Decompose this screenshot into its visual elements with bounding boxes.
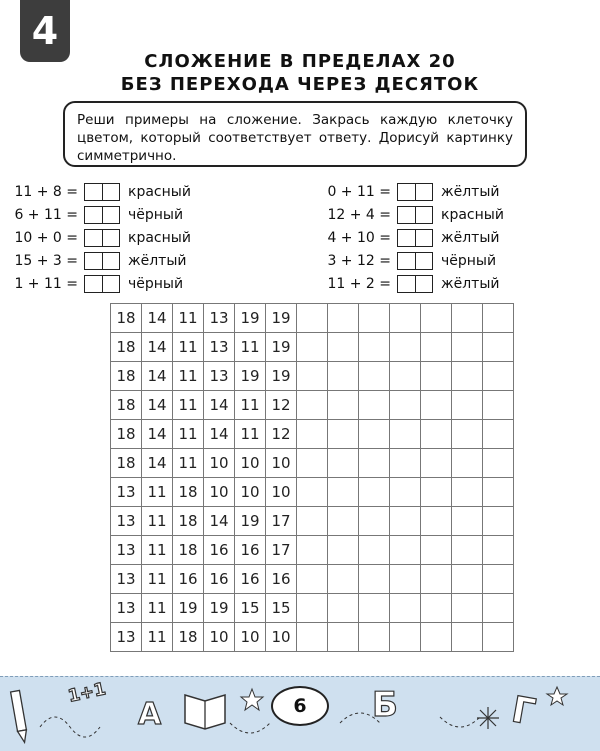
grid-cell[interactable]: 12 bbox=[266, 391, 297, 420]
grid-cell[interactable] bbox=[359, 304, 390, 333]
grid-cell[interactable]: 11 bbox=[173, 333, 204, 362]
grid-cell[interactable]: 14 bbox=[142, 333, 173, 362]
title-line-2: БЕЗ ПЕРЕХОДА ЧЕРЕЗ ДЕСЯТОК bbox=[120, 74, 480, 95]
color-label: жёлтый bbox=[441, 183, 500, 200]
grid-cell[interactable]: 16 bbox=[266, 565, 297, 594]
grid-cell[interactable] bbox=[452, 565, 483, 594]
grid-cell[interactable] bbox=[359, 507, 390, 536]
grid-cell[interactable]: 18 bbox=[173, 478, 204, 507]
example-row bbox=[0, 180, 191, 203]
grid-cell[interactable]: 14 bbox=[142, 391, 173, 420]
grid-cell[interactable] bbox=[483, 420, 514, 449]
grid-row bbox=[111, 565, 514, 594]
grid-cell[interactable] bbox=[359, 478, 390, 507]
answer-box[interactable] bbox=[397, 183, 433, 201]
answer-box[interactable] bbox=[397, 229, 433, 247]
grid-cell[interactable]: 13 bbox=[111, 594, 142, 623]
grid-cell[interactable] bbox=[390, 391, 421, 420]
grid-cell[interactable] bbox=[483, 333, 514, 362]
grid-cell[interactable] bbox=[328, 420, 359, 449]
grid-cell[interactable]: 19 bbox=[266, 304, 297, 333]
grid-cell[interactable]: 11 bbox=[142, 507, 173, 536]
grid-cell[interactable]: 11 bbox=[173, 304, 204, 333]
grid-cell[interactable] bbox=[328, 478, 359, 507]
grid-cell[interactable]: 15 bbox=[235, 594, 266, 623]
grid-row bbox=[111, 449, 514, 478]
grid-cell[interactable] bbox=[390, 623, 421, 652]
example-row bbox=[0, 272, 191, 295]
examples-right-column bbox=[313, 180, 504, 295]
snowflake-icon bbox=[477, 707, 499, 729]
grid-cell[interactable] bbox=[297, 362, 328, 391]
grid-cell[interactable] bbox=[452, 623, 483, 652]
grid-cell[interactable] bbox=[452, 362, 483, 391]
deco-math: 1+1 bbox=[66, 679, 108, 707]
pencil-icon bbox=[11, 690, 29, 743]
grid-row bbox=[111, 507, 514, 536]
color-label: жёлтый bbox=[128, 252, 187, 269]
grid-cell[interactable]: 19 bbox=[266, 333, 297, 362]
example-expression: 3 + 12 = bbox=[327, 252, 391, 269]
grid-cell[interactable] bbox=[297, 623, 328, 652]
grid-cell[interactable]: 11 bbox=[142, 565, 173, 594]
color-label: чёрный bbox=[441, 252, 497, 269]
instruction-box: Реши примеры на сложение. Закрась каждую клеточку цветом, который соответствует ответу. Дорисуй картинку симметрично. bbox=[63, 101, 527, 167]
grid-cell[interactable]: 16 bbox=[235, 536, 266, 565]
grid-cell[interactable]: 13 bbox=[204, 304, 235, 333]
grid-cell[interactable]: 11 bbox=[173, 362, 204, 391]
grid-cell[interactable] bbox=[421, 304, 452, 333]
grid-cell[interactable]: 19 bbox=[266, 362, 297, 391]
grid-cell[interactable] bbox=[297, 391, 328, 420]
grid-cell[interactable] bbox=[297, 536, 328, 565]
grid-cell[interactable] bbox=[483, 449, 514, 478]
grid-cell[interactable]: 14 bbox=[142, 420, 173, 449]
grid-cell[interactable]: 11 bbox=[173, 449, 204, 478]
coloring-grid bbox=[110, 303, 514, 652]
grid-cell[interactable]: 13 bbox=[204, 362, 235, 391]
grid-cell[interactable]: 18 bbox=[173, 536, 204, 565]
grid-cell[interactable]: 19 bbox=[173, 594, 204, 623]
grid-cell[interactable] bbox=[421, 420, 452, 449]
grid-cell[interactable] bbox=[359, 362, 390, 391]
example-expression: 15 + 3 = bbox=[14, 252, 78, 269]
grid-cell[interactable] bbox=[421, 391, 452, 420]
grid-cell[interactable]: 11 bbox=[142, 594, 173, 623]
examples-left-column bbox=[0, 180, 191, 295]
answer-box[interactable] bbox=[397, 275, 433, 293]
grid-cell[interactable]: 11 bbox=[173, 420, 204, 449]
color-label: красный bbox=[441, 206, 504, 223]
grid-cell[interactable] bbox=[421, 478, 452, 507]
example-row bbox=[313, 249, 504, 272]
title-line-1: СЛОЖЕНИЕ В ПРЕДЕЛАХ 20 bbox=[144, 51, 456, 72]
grid-cell[interactable] bbox=[483, 536, 514, 565]
grid-cell[interactable] bbox=[328, 449, 359, 478]
grid-cell[interactable]: 17 bbox=[266, 507, 297, 536]
grid-cell[interactable] bbox=[421, 449, 452, 478]
example-row bbox=[0, 226, 191, 249]
grid-cell[interactable] bbox=[390, 594, 421, 623]
grid-cell[interactable]: 13 bbox=[111, 565, 142, 594]
grid-cell[interactable] bbox=[297, 478, 328, 507]
answer-box[interactable] bbox=[84, 275, 120, 293]
grid-row bbox=[111, 536, 514, 565]
grid-cell[interactable] bbox=[421, 594, 452, 623]
grid-cell[interactable] bbox=[483, 623, 514, 652]
grid-row bbox=[111, 623, 514, 652]
grid-cell[interactable] bbox=[297, 420, 328, 449]
grid-cell[interactable] bbox=[390, 536, 421, 565]
grid-cell[interactable]: 18 bbox=[111, 362, 142, 391]
color-label: жёлтый bbox=[441, 275, 500, 292]
grid-cell[interactable] bbox=[452, 333, 483, 362]
answer-box[interactable] bbox=[397, 206, 433, 224]
grid-cell[interactable]: 13 bbox=[111, 623, 142, 652]
color-label: чёрный bbox=[128, 275, 184, 292]
color-label: красный bbox=[128, 229, 191, 246]
grid-cell[interactable] bbox=[483, 594, 514, 623]
grid-cell[interactable] bbox=[297, 449, 328, 478]
grid-cell[interactable]: 10 bbox=[235, 478, 266, 507]
answer-box[interactable] bbox=[84, 183, 120, 201]
grid-cell[interactable]: 13 bbox=[111, 507, 142, 536]
page-number: 6 bbox=[271, 686, 329, 726]
grid-cell[interactable] bbox=[421, 623, 452, 652]
grid-cell[interactable] bbox=[421, 507, 452, 536]
grid-cell[interactable] bbox=[452, 536, 483, 565]
example-row bbox=[0, 203, 191, 226]
grid-cell[interactable] bbox=[421, 333, 452, 362]
deco-letter-g: Г bbox=[508, 689, 539, 734]
grid-cell[interactable] bbox=[483, 391, 514, 420]
grid-cell[interactable] bbox=[297, 565, 328, 594]
grid-cell[interactable] bbox=[359, 333, 390, 362]
grid-cell[interactable]: 11 bbox=[142, 623, 173, 652]
example-expression: 12 + 4 = bbox=[327, 206, 391, 223]
example-row bbox=[313, 180, 504, 203]
grid-cell[interactable]: 15 bbox=[266, 594, 297, 623]
page-title bbox=[0, 50, 600, 96]
grid-cell[interactable]: 13 bbox=[111, 478, 142, 507]
section-number-badge: 4 bbox=[20, 0, 70, 62]
grid-cell[interactable] bbox=[390, 333, 421, 362]
grid-cell[interactable]: 10 bbox=[204, 478, 235, 507]
example-expression: 0 + 11 = bbox=[327, 183, 391, 200]
grid-cell[interactable]: 13 bbox=[204, 333, 235, 362]
grid-cell[interactable] bbox=[328, 304, 359, 333]
grid-cell[interactable]: 11 bbox=[142, 536, 173, 565]
grid-cell[interactable] bbox=[452, 594, 483, 623]
grid-cell[interactable]: 14 bbox=[142, 449, 173, 478]
example-expression: 6 + 11 = bbox=[14, 206, 78, 223]
grid-cell[interactable] bbox=[328, 594, 359, 623]
grid-row bbox=[111, 478, 514, 507]
grid-cell[interactable]: 14 bbox=[204, 391, 235, 420]
grid-cell[interactable]: 16 bbox=[204, 536, 235, 565]
grid-cell[interactable] bbox=[390, 304, 421, 333]
book-icon bbox=[185, 695, 225, 729]
grid-cell[interactable] bbox=[328, 362, 359, 391]
grid-row bbox=[111, 333, 514, 362]
grid-cell[interactable]: 10 bbox=[235, 623, 266, 652]
example-expression: 1 + 11 = bbox=[14, 275, 78, 292]
grid-cell[interactable]: 19 bbox=[204, 594, 235, 623]
answer-box[interactable] bbox=[84, 229, 120, 247]
grid-cell[interactable]: 13 bbox=[111, 536, 142, 565]
color-label: чёрный bbox=[128, 206, 184, 223]
grid-cell[interactable]: 10 bbox=[204, 449, 235, 478]
grid-cell[interactable]: 11 bbox=[235, 420, 266, 449]
grid-cell[interactable]: 18 bbox=[111, 333, 142, 362]
example-row bbox=[313, 272, 504, 295]
grid-cell[interactable] bbox=[390, 420, 421, 449]
grid-cell[interactable] bbox=[390, 507, 421, 536]
grid-cell[interactable] bbox=[452, 507, 483, 536]
grid-cell[interactable]: 14 bbox=[142, 362, 173, 391]
example-row bbox=[313, 203, 504, 226]
grid-cell[interactable] bbox=[328, 507, 359, 536]
grid-cell[interactable]: 10 bbox=[266, 449, 297, 478]
grid-row bbox=[111, 420, 514, 449]
grid-cell[interactable] bbox=[297, 507, 328, 536]
grid-row bbox=[111, 594, 514, 623]
grid-cell[interactable] bbox=[483, 565, 514, 594]
grid-cell[interactable] bbox=[328, 536, 359, 565]
grid-cell[interactable] bbox=[452, 449, 483, 478]
grid-cell[interactable]: 12 bbox=[266, 420, 297, 449]
grid-cell[interactable] bbox=[359, 565, 390, 594]
grid-cell[interactable]: 10 bbox=[235, 449, 266, 478]
grid-cell[interactable]: 10 bbox=[266, 623, 297, 652]
grid-cell[interactable] bbox=[421, 362, 452, 391]
grid-cell[interactable]: 18 bbox=[173, 507, 204, 536]
grid-cell[interactable] bbox=[328, 391, 359, 420]
deco-letter-b: Б bbox=[372, 685, 398, 725]
example-row bbox=[0, 249, 191, 272]
grid-cell[interactable]: 11 bbox=[142, 478, 173, 507]
color-label: жёлтый bbox=[441, 229, 500, 246]
grid-cell[interactable]: 14 bbox=[204, 420, 235, 449]
grid-cell[interactable] bbox=[328, 623, 359, 652]
grid-cell[interactable] bbox=[359, 536, 390, 565]
grid-cell[interactable] bbox=[483, 304, 514, 333]
grid-cell[interactable] bbox=[421, 536, 452, 565]
grid-cell[interactable]: 19 bbox=[235, 362, 266, 391]
grid-cell[interactable] bbox=[390, 362, 421, 391]
grid-cell[interactable] bbox=[359, 420, 390, 449]
grid-cell[interactable]: 18 bbox=[111, 304, 142, 333]
example-row bbox=[313, 226, 504, 249]
answer-box[interactable] bbox=[84, 252, 120, 270]
grid-cell[interactable] bbox=[452, 391, 483, 420]
grid-cell[interactable]: 11 bbox=[235, 391, 266, 420]
grid-cell[interactable]: 19 bbox=[235, 304, 266, 333]
grid-cell[interactable]: 10 bbox=[204, 623, 235, 652]
grid-cell[interactable]: 11 bbox=[173, 391, 204, 420]
grid-cell[interactable]: 18 bbox=[111, 420, 142, 449]
grid-row bbox=[111, 391, 514, 420]
example-expression: 10 + 0 = bbox=[14, 229, 78, 246]
grid-row bbox=[111, 362, 514, 391]
example-expression: 4 + 10 = bbox=[327, 229, 391, 246]
grid-cell[interactable]: 18 bbox=[111, 449, 142, 478]
grid-cell[interactable]: 18 bbox=[111, 391, 142, 420]
grid-cell[interactable] bbox=[390, 478, 421, 507]
grid-cell[interactable] bbox=[452, 420, 483, 449]
grid-cell[interactable] bbox=[483, 507, 514, 536]
grid-cell[interactable] bbox=[390, 565, 421, 594]
example-expression: 11 + 8 = bbox=[14, 183, 78, 200]
grid-cell[interactable] bbox=[483, 478, 514, 507]
examples-section bbox=[0, 180, 600, 295]
answer-box[interactable] bbox=[397, 252, 433, 270]
grid-cell[interactable] bbox=[359, 391, 390, 420]
color-label: красный bbox=[128, 183, 191, 200]
deco-letter-a: А bbox=[138, 697, 162, 732]
answer-box[interactable] bbox=[84, 206, 120, 224]
grid-cell[interactable] bbox=[452, 478, 483, 507]
grid-cell[interactable]: 10 bbox=[266, 478, 297, 507]
grid-cell[interactable]: 18 bbox=[173, 623, 204, 652]
grid-cell[interactable]: 16 bbox=[235, 565, 266, 594]
grid-cell[interactable]: 11 bbox=[235, 333, 266, 362]
example-expression: 11 + 2 = bbox=[327, 275, 391, 292]
grid-cell[interactable] bbox=[390, 449, 421, 478]
grid-cell[interactable]: 19 bbox=[235, 507, 266, 536]
grid-cell[interactable] bbox=[297, 333, 328, 362]
grid-cell[interactable] bbox=[359, 594, 390, 623]
grid-cell[interactable] bbox=[483, 362, 514, 391]
grid-cell[interactable]: 16 bbox=[204, 565, 235, 594]
grid-cell[interactable] bbox=[359, 623, 390, 652]
grid-cell[interactable]: 14 bbox=[142, 304, 173, 333]
grid-cell[interactable]: 17 bbox=[266, 536, 297, 565]
grid-cell[interactable] bbox=[359, 449, 390, 478]
grid-cell[interactable] bbox=[328, 333, 359, 362]
grid-cell[interactable] bbox=[297, 304, 328, 333]
grid-cell[interactable] bbox=[421, 565, 452, 594]
grid-cell[interactable] bbox=[328, 565, 359, 594]
grid-row bbox=[111, 304, 514, 333]
grid-cell[interactable] bbox=[452, 304, 483, 333]
grid-cell[interactable] bbox=[297, 594, 328, 623]
grid-cell[interactable]: 14 bbox=[204, 507, 235, 536]
grid-cell[interactable]: 16 bbox=[173, 565, 204, 594]
